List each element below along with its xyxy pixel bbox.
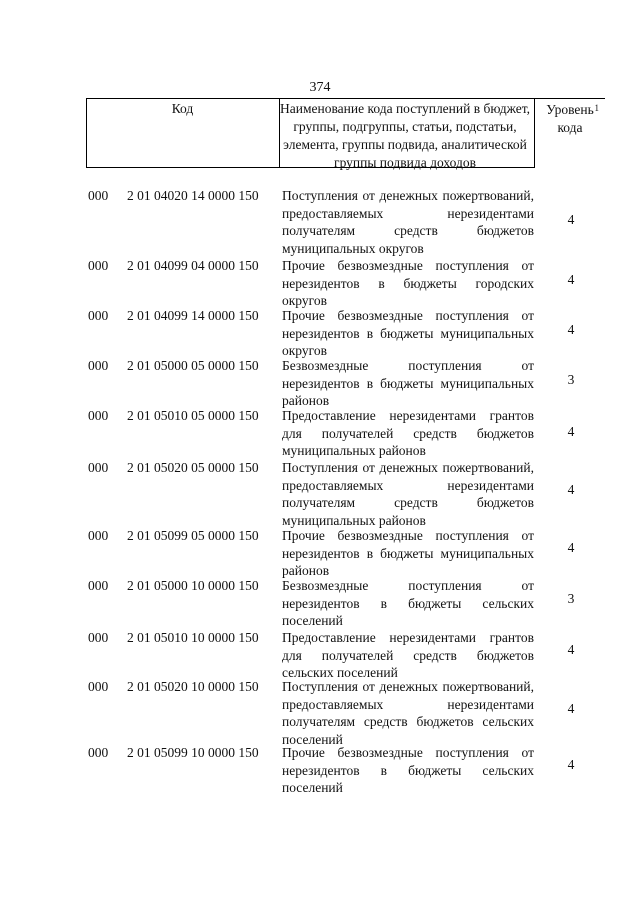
- row-level: 4: [567, 212, 575, 227]
- row-code: 2 01 04099 04 0000 150: [127, 258, 259, 273]
- page-number: 374: [309, 80, 331, 95]
- row-name: Прочие безвозмездные поступления от нерезидентов в бюджеты муниципальных районов: [282, 528, 534, 578]
- row-prefix: 000: [88, 188, 109, 203]
- row-level: 4: [567, 757, 575, 772]
- row-code: 2 01 05020 10 0000 150: [127, 679, 259, 694]
- header-level: [535, 101, 605, 137]
- row-name: Поступления от денежных пожертвований, предоставляемых нерезидентами получателям средств бюджетов сельских поселений: [282, 679, 534, 747]
- row-name: Предоставление нерезидентами грантов для получателей средств бюджетов сельских поселений: [282, 630, 534, 680]
- row-code: 2 01 05099 10 0000 150: [127, 745, 259, 760]
- row-prefix: 000: [88, 679, 109, 694]
- row-prefix: 000: [88, 308, 109, 323]
- header-level-footnote: 1: [594, 103, 599, 113]
- row-code: 2 01 05020 05 0000 150: [127, 460, 259, 475]
- header-level-cell: [535, 98, 605, 168]
- row-level: 3: [567, 591, 575, 606]
- row-level: 3: [567, 372, 575, 387]
- row-level: 4: [567, 482, 575, 497]
- row-name: Прочие безвозмездные поступления от нерезидентов в бюджеты муниципальных округов: [282, 308, 534, 358]
- header-level-text: Уровень кода: [546, 102, 594, 135]
- row-level: 4: [567, 272, 575, 287]
- row-level: 4: [567, 701, 575, 716]
- table-header: [86, 98, 535, 168]
- row-name: Поступления от денежных пожертвований, предоставляемых нерезидентами получателям средств бюджетов муниципальных районов: [282, 460, 534, 528]
- row-prefix: 000: [88, 408, 109, 423]
- row-code: 2 01 05099 05 0000 150: [127, 528, 259, 543]
- row-prefix: 000: [88, 460, 109, 475]
- row-name: Предоставление нерезидентами грантов для получателей средств бюджетов муниципальных районов: [282, 408, 534, 458]
- row-level: 4: [567, 322, 575, 337]
- header-code: Код: [171, 101, 194, 116]
- header-name: Наименование кода поступлений в бюджет, группы, подгруппы, статьи, подстатьи, элемента, группы подвида, аналитической группы подвида доходов: [280, 101, 531, 170]
- row-prefix: 000: [88, 578, 109, 593]
- row-code: 2 01 04020 14 0000 150: [127, 188, 259, 203]
- row-code: 2 01 05000 10 0000 150: [127, 578, 259, 593]
- row-prefix: 000: [88, 528, 109, 543]
- header-top-border: [86, 98, 535, 99]
- row-name: Прочие безвозмездные поступления от нерезидентов в бюджеты городских округов: [282, 258, 534, 308]
- row-name: Безвозмездные поступления от нерезидентов в бюджеты сельских поселений: [282, 578, 534, 628]
- row-name: Поступления от денежных пожертвований, предоставляемых нерезидентами получателям средств бюджетов муниципальных округов: [282, 188, 534, 256]
- row-prefix: 000: [88, 258, 109, 273]
- row-level: 4: [567, 424, 575, 439]
- row-code: 2 01 05000 05 0000 150: [127, 358, 259, 373]
- row-prefix: 000: [88, 745, 109, 760]
- row-prefix: 000: [88, 358, 109, 373]
- row-level: 4: [567, 642, 575, 657]
- row-level: 4: [567, 540, 575, 555]
- row-code: 2 01 05010 05 0000 150: [127, 408, 259, 423]
- row-name: Прочие безвозмездные поступления от нерезидентов в бюджеты сельских поселений: [282, 745, 534, 795]
- row-prefix: 000: [88, 630, 109, 645]
- row-code: 2 01 05010 10 0000 150: [127, 630, 259, 645]
- row-name: Безвозмездные поступления от нерезидентов в бюджеты муниципальных районов: [282, 358, 534, 408]
- row-code: 2 01 04099 14 0000 150: [127, 308, 259, 323]
